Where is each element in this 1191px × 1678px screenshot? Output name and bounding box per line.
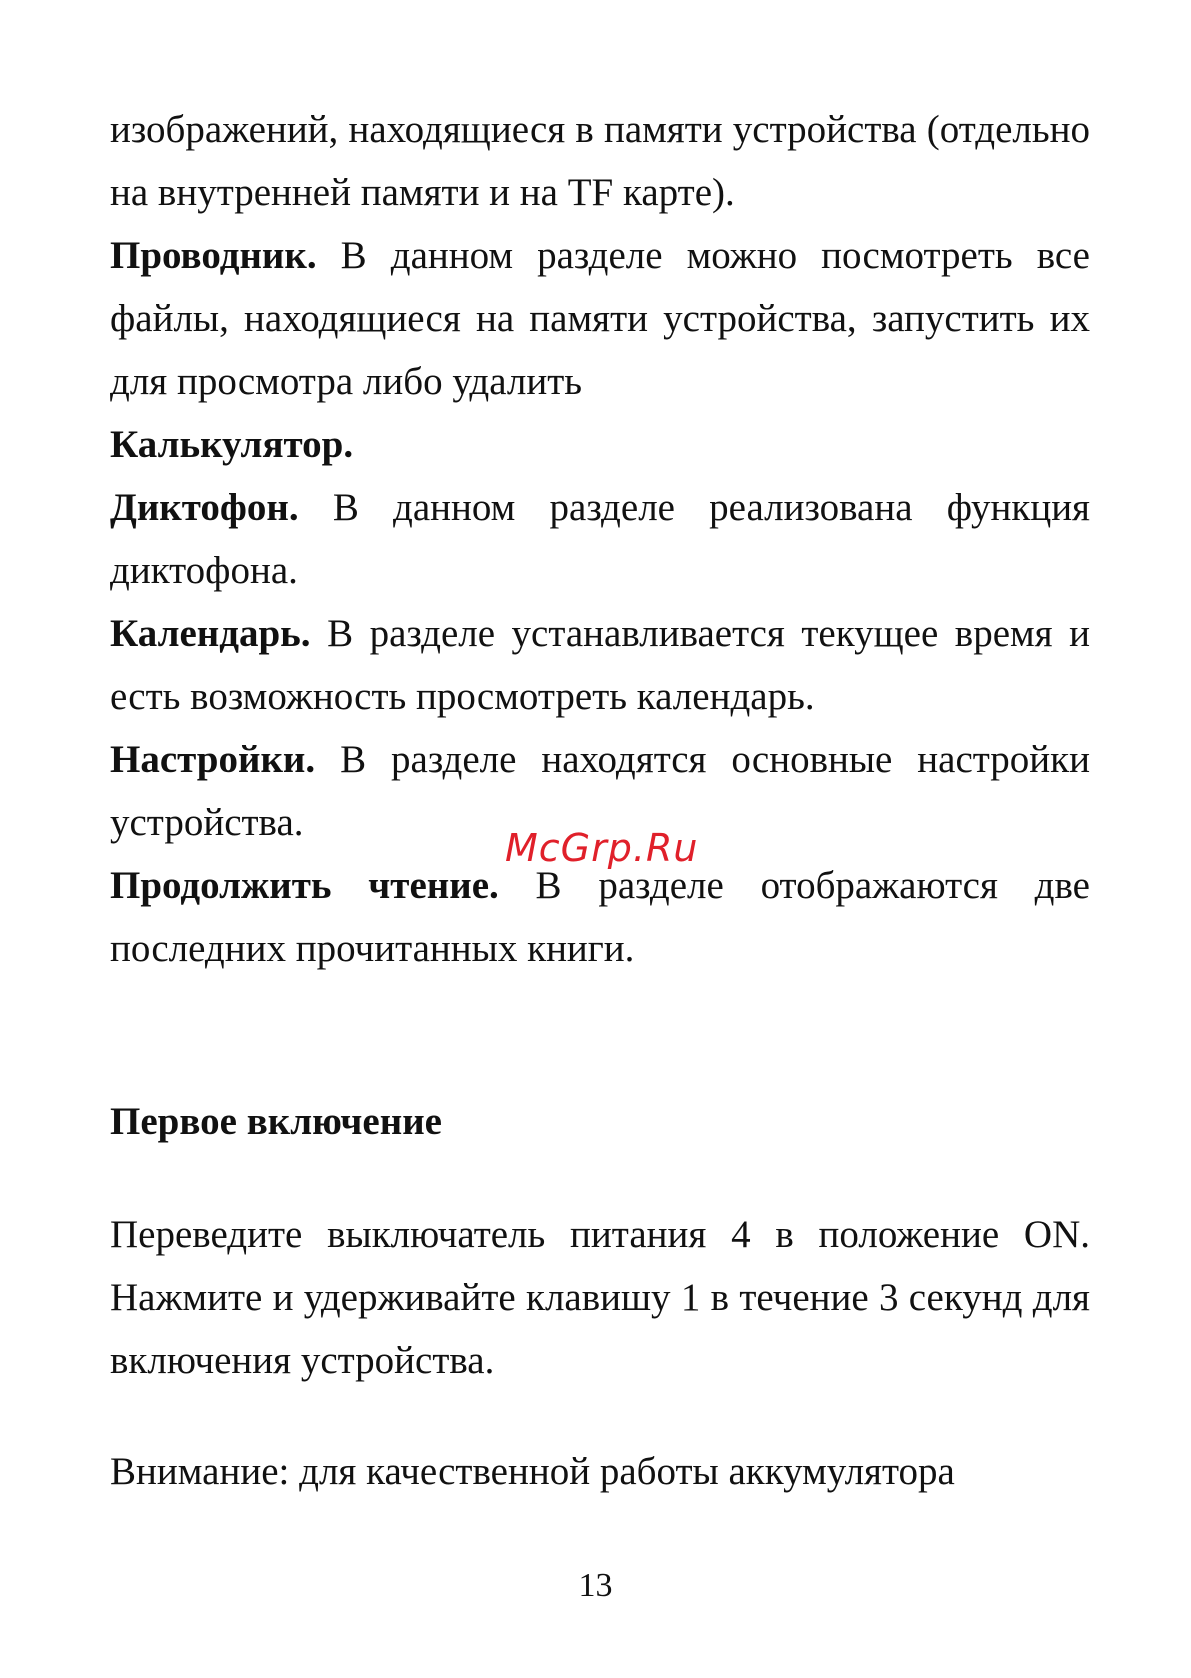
section-dictaphone (110, 476, 1090, 602)
power-on-paragraph: Переведите выключатель питания 4 в положение ON. Нажмите и удерживайте клавишу 1 в течение 3 секунд для включения устройства. (110, 1213, 1090, 1382)
section-text: В данном разделе реализована функция диктофона. (110, 486, 1090, 592)
section-calendar (110, 602, 1090, 728)
section-term: Проводник. (110, 234, 317, 277)
section-term: Калькулятор. (110, 423, 354, 466)
page-number: 13 (578, 1567, 613, 1604)
section-continue-reading (110, 854, 1090, 980)
section-term: Диктофон. (110, 486, 299, 529)
heading-spacer (110, 1153, 1090, 1203)
paragraph-spacer (110, 1392, 1090, 1440)
section-term: Настройки. (110, 738, 316, 781)
attention-paragraph: Внимание: для качественной работы аккумулятора (110, 1450, 955, 1493)
section-spacer (110, 980, 1090, 1090)
section-term: Продолжить чтение. (110, 864, 499, 907)
section-text: В разделе находятся основные настройки устройства. (110, 738, 1090, 844)
section-text: В разделе устанавливается текущее время и есть возможность просмотреть календарь. (110, 612, 1090, 718)
section-text: В разделе отображаются две последних прочитанных книги. (110, 864, 1090, 970)
section-explorer (110, 224, 1090, 413)
section-calculator (110, 413, 1090, 476)
document-body (110, 98, 1090, 1503)
section-text: В данном разделе можно посмотреть все файлы, находящиеся на памяти устройства, запустить их для просмотра либо удалить (110, 234, 1090, 403)
section-term: Календарь. (110, 612, 311, 655)
watermark: McGrp.Ru (505, 826, 699, 870)
intro-paragraph: изображений, находящиеся в памяти устройства (отдельно на внутренней памяти и на TF карте). (110, 108, 1090, 214)
section-heading: Первое включение (110, 1100, 442, 1143)
